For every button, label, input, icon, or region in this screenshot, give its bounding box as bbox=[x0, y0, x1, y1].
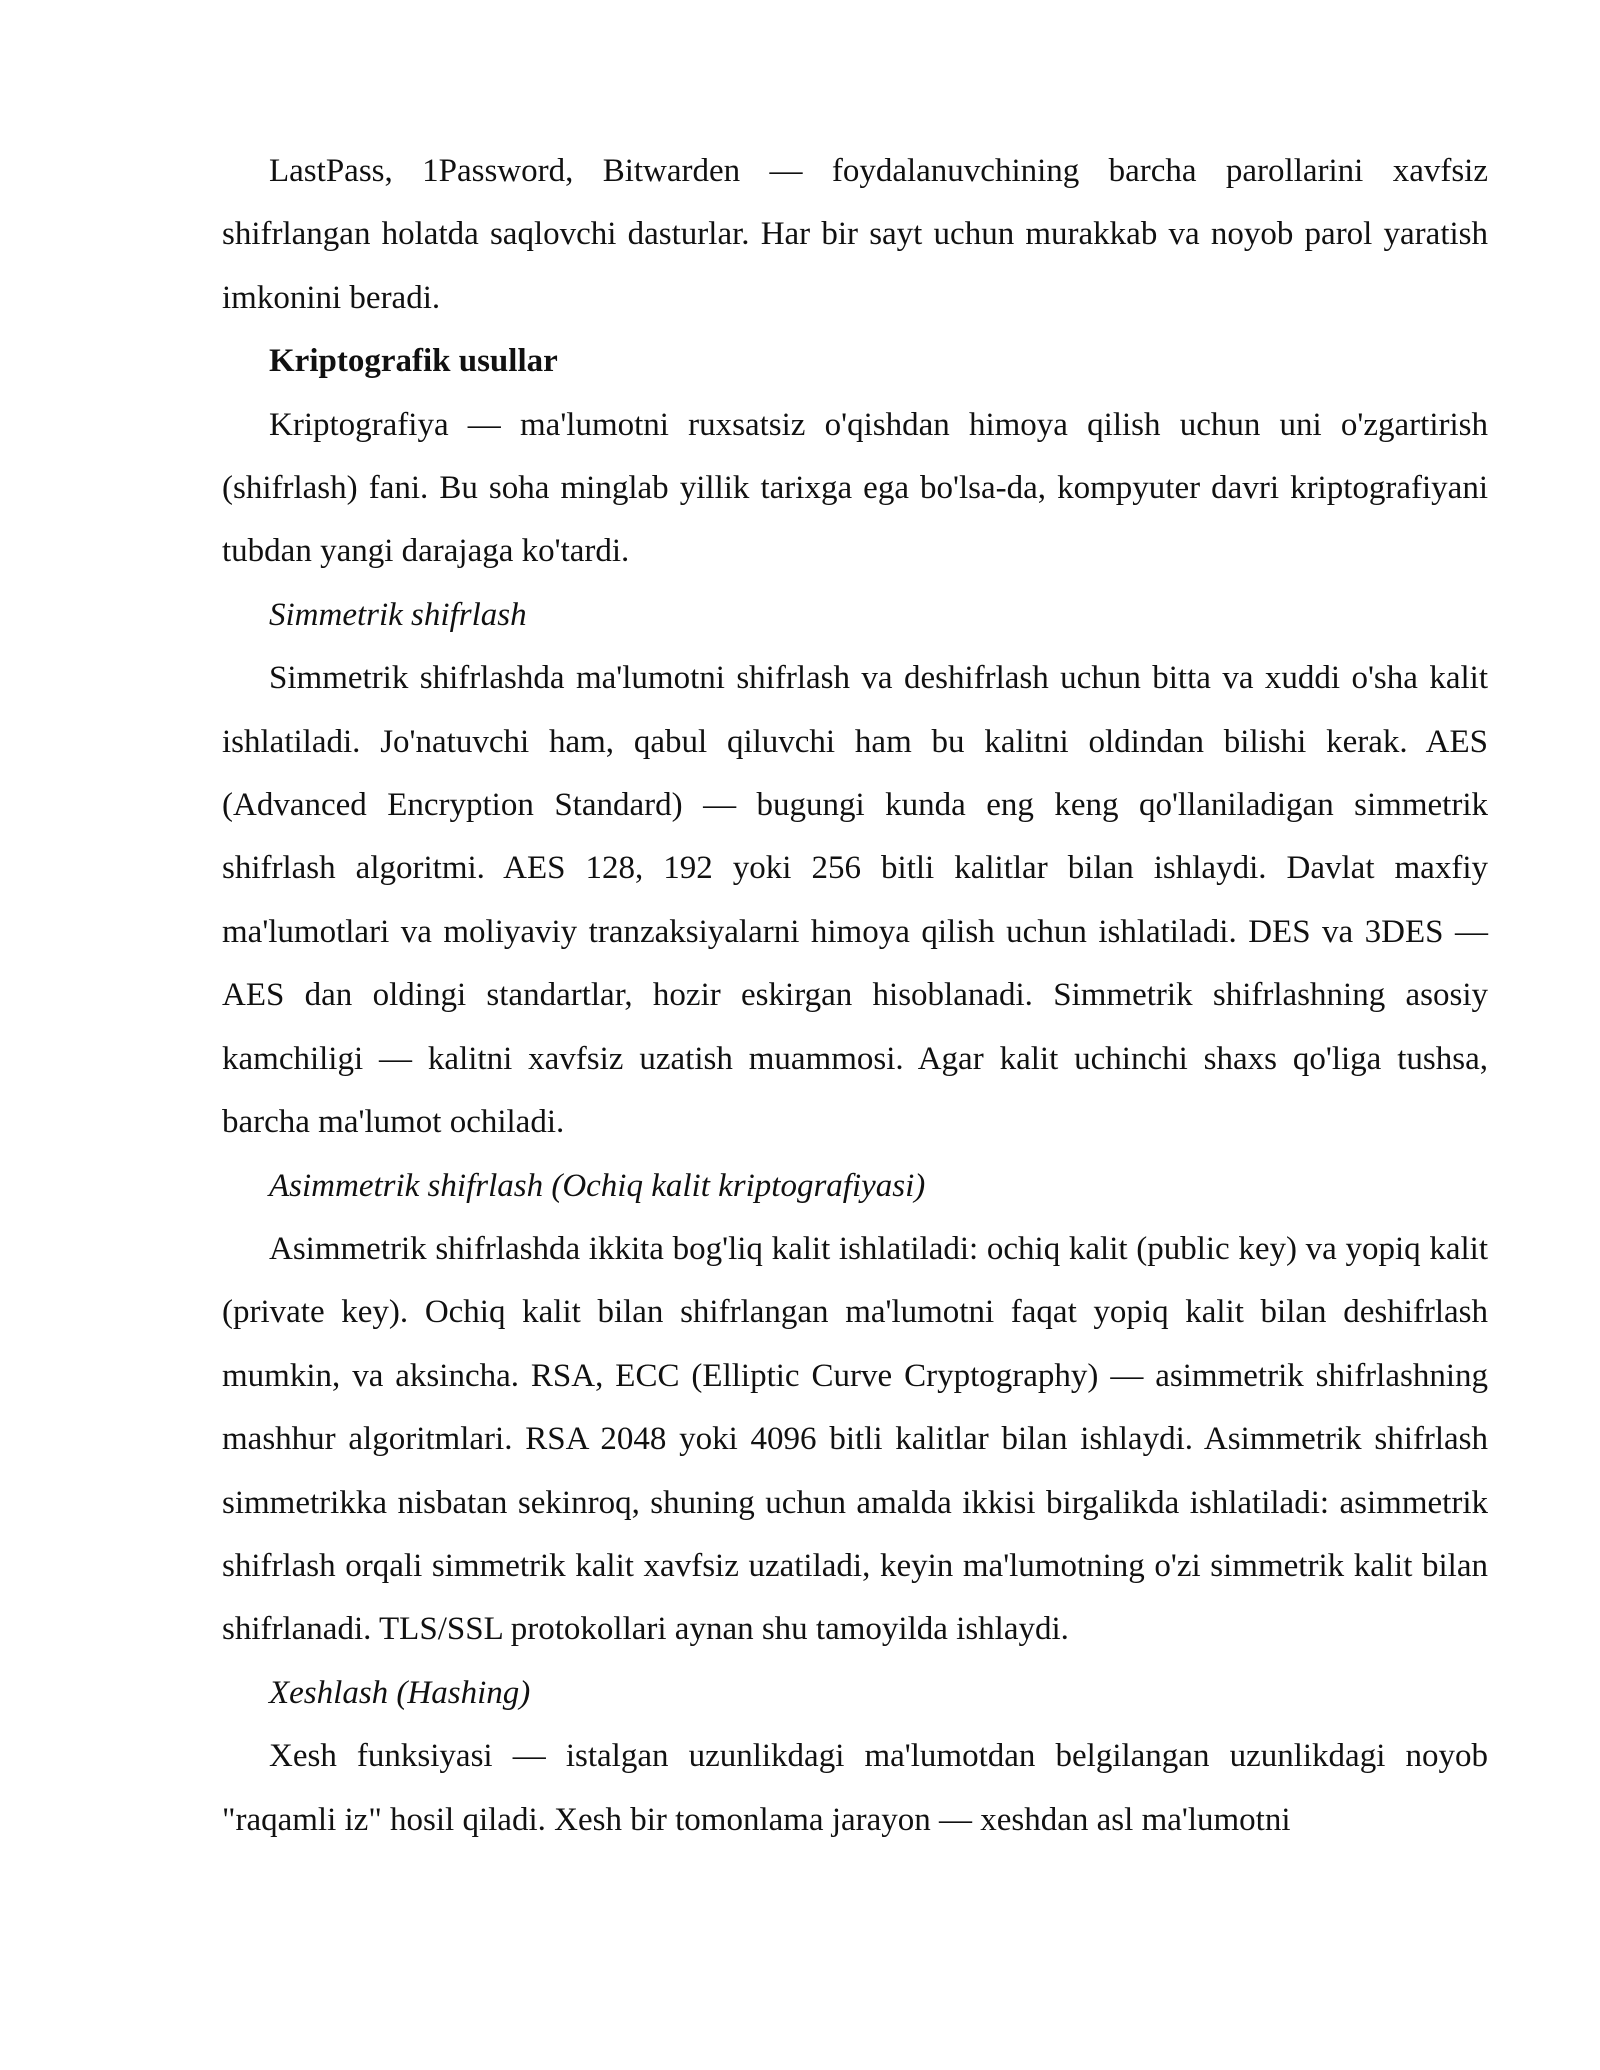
section-heading-cryptographic-methods: Kriptografik usullar bbox=[269, 343, 558, 380]
subheading-symmetric-encryption: Simmetrik shifrlash bbox=[269, 596, 527, 633]
paragraph-cryptography-definition: Kriptografiya — ma'lumotni ruxsatsiz o'qishdan himoya qilish uchun uni o'zgartirish (shifrlash) fani. Bu soha minglab yillik tarixga ega bo'lsa-da, kompyuter davri kriptografiyani tubdan yangi darajaga ko'tardi. bbox=[222, 406, 1488, 570]
paragraph-hashing: Xesh funksiyasi — istalgan uzunlikdagi ma'lumotdan belgilangan uzunlikdagi noyob "raqamli iz" hosil qiladi. Xesh bir tomonlama jarayon — xeshdan asl ma'lumotni bbox=[222, 1738, 1488, 1838]
subheading-hashing: Xeshlash (Hashing) bbox=[269, 1674, 531, 1711]
paragraph-symmetric-encryption: Simmetrik shifrlashda ma'lumotni shifrlash va deshifrlash uchun bitta va xuddi o'sha kalit ishlatiladi. Jo'natuvchi ham, qabul qiluvchi ham bu kalitni oldindan bilishi kerak. AES (Advanced Encryption Standard) — bugungi kunda eng keng qo'llaniladigan simmetrik shifrlash algoritmi. AES 128, 192 yoki 256 bitli kalitlar bilan ishlaydi. Davlat maxfiy ma'lumotlari va moliyaviy tranzaksiyalarni himoya qilish uchun ishlatiladi. DES va 3DES — AES dan oldingi standartlar, hozir eskirgan hisoblanadi. Simmetrik shifrlashning asosiy kamchiligi — kalitni xavfsiz uzatish muammosi. Agar kalit uchinchi shaxs qo'liga tushsa, barcha ma'lumot ochiladi. bbox=[222, 660, 1488, 1141]
paragraph-asymmetric-encryption: Asimmetrik shifrlashda ikkita bog'liq kalit ishlatiladi: ochiq kalit (public key) va yopiq kalit (private key). Ochiq kalit bilan shifrlangan ma'lumotni faqat yopiq kalit bilan deshifrlash mumkin, va aksincha. RSA, ECC (Elliptic Curve Cryptography) — asimmetrik shifrlashning mashhur algoritmlari. RSA 2048 yoki 4096 bitli kalitlar bilan ishlaydi. Asimmetrik shifrlash simmetrikka nisbatan sekinroq, shuning uchun amalda ikkisi birgalikda ishlatiladi: asimmetrik shifrlash orqali simmetrik kalit xavfsiz uzatiladi, keyin ma'lumotning o'zi simmetrik kalit bilan shifrlanadi. TLS/SSL protokollari aynan shu tamoyilda ishlaydi. bbox=[222, 1230, 1488, 1648]
document-body bbox=[222, 140, 1488, 1852]
paragraph-password-managers: LastPass, 1Password, Bitwarden — foydalanuvchining barcha parollarini xavfsiz shifrlangan holatda saqlovchi dasturlar. Har bir sayt uchun murakkab va noyob parol yaratish imkonini beradi. bbox=[222, 153, 1488, 316]
subheading-asymmetric-encryption: Asimmetrik shifrlash (Ochiq kalit kriptografiyasi) bbox=[269, 1167, 926, 1204]
